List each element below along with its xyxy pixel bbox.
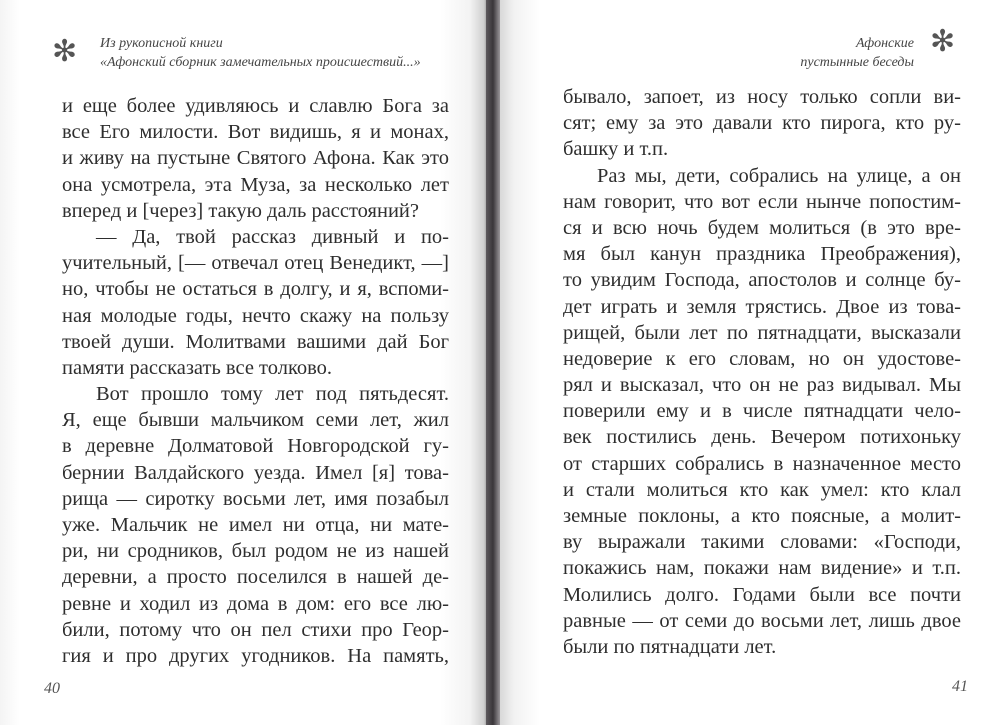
page-number: 41 — [952, 678, 968, 695]
text-line: памяти рассказать все толково. — [62, 356, 333, 379]
text-line: учительный, [— отвечал отец Венедикт, —] — [62, 252, 449, 275]
text-line: ву выражали такими словами: «Господи, — [563, 531, 961, 554]
running-header-left — [100, 34, 421, 72]
text-line: — Да, твой рассказ дивный и по- — [96, 225, 449, 248]
text-line: твоей души. Молитвами вашими дай Бог — [62, 330, 449, 353]
text-line: вперед и [через] такую даль расстояний? — [62, 199, 419, 222]
text-line: Молились долго. Годами были все почти — [563, 583, 961, 606]
text-line: поверили ему и в числе пятнадцати чело- — [563, 400, 961, 423]
text-line: гия и про других угодников. На память, — [62, 644, 449, 667]
text-line: были по пятнадцати лет. — [563, 635, 777, 658]
text-line: ри, ни сродников, был родом не из нашей — [62, 540, 449, 563]
text-line: бернии Валдайского уезда. Имел [я] това- — [62, 461, 449, 484]
text-line: в деревне Долматовой Новгородской гу- — [62, 435, 449, 458]
cross-star-ornament-icon: ✻ — [930, 24, 956, 59]
text-line: Вот прошло тому лет под пятьдесят. — [96, 383, 449, 406]
header-line-2: «Афонский сборник замечательных происшествий...» — [100, 55, 421, 70]
text-line: рял и высказал, что он не раз видывал. Мы — [563, 374, 961, 397]
right-page-body — [563, 84, 961, 660]
text-line: все Его милости. Вот видишь, я и монах, — [62, 121, 449, 144]
text-line: мя был канун праздника Преображения), — [563, 243, 961, 266]
text-line: и живу на пустыне Святого Афона. Как это — [62, 147, 449, 170]
text-line: и еще более удивляюсь и славлю Бога за — [62, 95, 449, 117]
text-line: сят; ему за это давали кто пирога, кто ру- — [563, 112, 961, 135]
book-spine — [486, 0, 500, 725]
text-line: от старших собрались в назначенное место — [563, 452, 961, 475]
text-line: нам говорит, что вот если нынче попостим- — [563, 190, 961, 213]
page-number: 40 — [44, 680, 60, 697]
right-page — [500, 0, 1000, 725]
text-line: уже. Мальчик не имел ни отца, ни мате- — [62, 514, 449, 536]
text-line: Раз мы, дети, собрались на улице, а он — [597, 164, 961, 187]
text-line: рища — сиротку восьми лет, имя позабыл — [62, 487, 449, 510]
text-line: ся и всю ночь будем молиться (в это вре- — [563, 216, 961, 239]
header-line-1: Афонские — [855, 36, 914, 51]
text-line: покажись нам, покажи нам видение» и т.п. — [563, 557, 961, 580]
text-line: Я, еще бывши мальчиком семи лет, жил — [62, 409, 449, 432]
text-line: то увидим Господа, апостолов и солнце бу- — [563, 269, 961, 292]
text-line: равные — от семи до восьми лет, лишь двое — [563, 609, 961, 632]
text-line: земные поклоны, а кто поясные, а молит- — [563, 505, 961, 527]
text-line: она усмотрела, эта Муза, за несколько лет — [62, 173, 449, 196]
text-line: ревне и ходил из дома в дом: его все лю- — [62, 592, 449, 615]
text-line: и стали молиться кто как умел: кто клал — [563, 478, 961, 501]
text-line: били, потому что он пел стихи про Геор- — [62, 618, 449, 641]
header-line-1: Из рукописной книги — [100, 36, 223, 51]
text-line: бывало, запоет, из носу только сопли ви- — [563, 86, 961, 108]
cross-star-ornament-icon: ✻ — [52, 34, 78, 69]
text-line: век постились день. Вечером потихоньку — [563, 426, 961, 449]
text-line: дет играть и земля трястись. Двое из това- — [563, 295, 961, 318]
running-header-right — [800, 34, 914, 72]
left-page — [0, 0, 488, 725]
header-line-2: пустынные беседы — [800, 55, 914, 70]
text-line: башку и т.п. — [563, 138, 669, 161]
text-line: рищей, были лет по пятнадцати, высказали — [563, 321, 961, 344]
text-line: ная молодые годы, нечто скажу на пользу — [62, 304, 449, 327]
text-line: недоверие к его словам, но он удостове- — [563, 347, 961, 370]
left-page-body — [62, 93, 449, 669]
text-line: деревни, а просто поселился в нашей де- — [62, 566, 449, 589]
text-line: но, чтобы не остаться в долгу, и я, вспоми- — [62, 278, 449, 301]
